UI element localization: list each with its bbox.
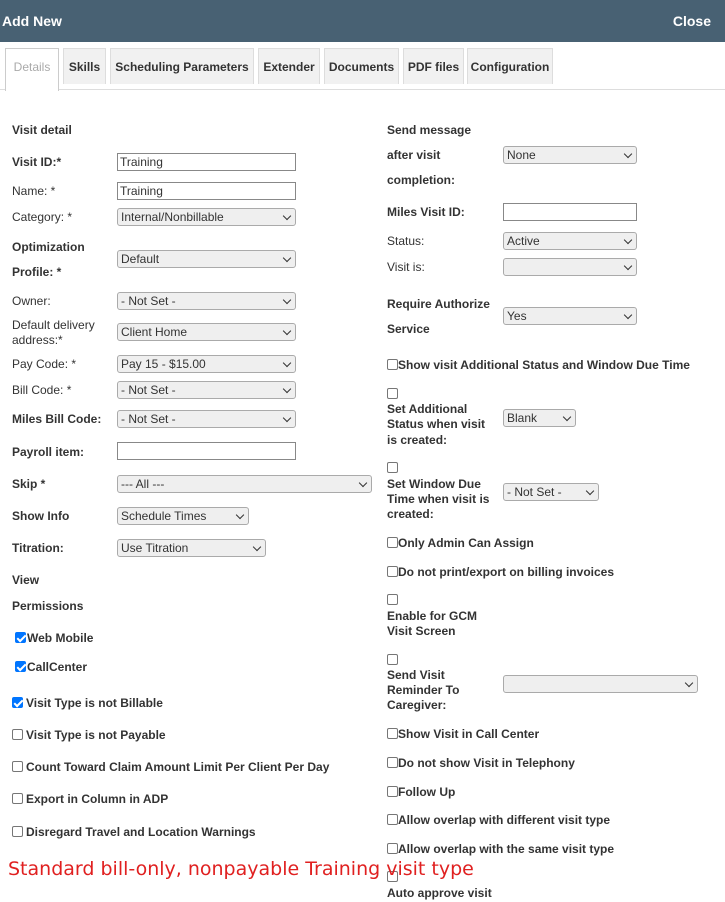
reminder-label: Send Visit — [387, 668, 445, 682]
name-label: Name: * — [12, 184, 56, 198]
send-message-label: Send message — [387, 123, 472, 137]
set-window-label-3: created: — [387, 507, 434, 521]
skip-label: Skip * — [12, 477, 46, 491]
optimization-label-2: Profile: * — [12, 265, 62, 279]
no-print-checkbox[interactable] — [387, 566, 398, 577]
set-window-select[interactable]: - Not Set - — [503, 483, 599, 501]
disregard-warnings-checkbox[interactable] — [12, 826, 23, 837]
tab-skills[interactable]: Skills — [63, 48, 106, 84]
set-window-label-2: Time when visit is — [387, 492, 490, 506]
status-select[interactable]: Active — [503, 232, 637, 250]
show-additional-label: Show visit Additional Status and Window Due Time — [398, 358, 690, 372]
web-mobile-label: Web Mobile — [27, 631, 94, 645]
after-visit-label: after visit — [387, 148, 441, 162]
set-additional-label-3: is created: — [387, 433, 448, 447]
set-additional-checkbox[interactable] — [387, 388, 398, 399]
miles-bill-label: Miles Bill Code: — [12, 412, 102, 426]
disregard-warnings-label: Disregard Travel and Location Warnings — [26, 825, 256, 839]
tab-configuration[interactable]: Configuration — [467, 48, 553, 84]
auto-approve-label: Auto approve visit — [387, 886, 492, 900]
optimization-label: Optimization — [12, 240, 85, 254]
billcode-select[interactable]: - Not Set - — [117, 381, 296, 399]
overlap-same-checkbox[interactable] — [387, 843, 398, 854]
set-window-label: Set Window Due — [387, 477, 481, 491]
titration-select[interactable]: Use Titration — [117, 539, 266, 557]
completion-label: completion: — [387, 173, 455, 187]
payroll-label: Payroll item: — [12, 445, 85, 459]
gcm-label: Enable for GCM — [387, 609, 478, 623]
titration-label: Titration: — [12, 541, 64, 555]
tab-bar — [0, 42, 725, 90]
billcode-label: Bill Code: * — [12, 383, 72, 397]
tab-pdf-files[interactable]: PDF files — [403, 48, 464, 84]
no-telephony-checkbox[interactable] — [387, 757, 398, 768]
paycode-label: Pay Code: * — [12, 357, 77, 371]
no-print-label: Do not print/export on billing invoices — [398, 565, 614, 579]
status-label: Status: — [387, 234, 425, 248]
tab-scheduling-parameters[interactable]: Scheduling Parameters — [110, 48, 254, 84]
callcenter-label: CallCenter — [27, 660, 88, 674]
show-info-label: Show Info — [12, 509, 70, 523]
count-toward-checkbox[interactable] — [12, 761, 23, 772]
require-auth-label-2: Service — [387, 322, 430, 336]
delivery-label-2: address:* — [12, 333, 63, 347]
not-billable-label: Visit Type is not Billable — [26, 696, 163, 710]
overlap-different-checkbox[interactable] — [387, 814, 398, 825]
show-additional-checkbox[interactable] — [387, 359, 398, 370]
not-payable-label: Visit Type is not Payable — [26, 728, 166, 742]
gcm-label-2: Visit Screen — [387, 624, 456, 638]
paycode-select[interactable]: Pay 15 - $15.00 — [117, 355, 296, 373]
miles-visit-id-label: Miles Visit ID: — [387, 205, 465, 219]
visit-id-label: Visit ID:* — [12, 155, 62, 169]
show-callcenter-checkbox[interactable] — [387, 728, 398, 739]
delivery-label: Default delivery — [12, 318, 95, 332]
visit-id-input[interactable]: Training — [117, 153, 296, 171]
not-payable-checkbox[interactable] — [12, 729, 23, 740]
overlap-same-label: Allow overlap with the same visit type — [398, 842, 615, 856]
tab-documents[interactable]: Documents — [324, 48, 399, 84]
web-mobile-checkbox[interactable] — [15, 632, 26, 643]
not-billable-checkbox[interactable] — [12, 697, 23, 708]
set-additional-label-2: Status when visit — [387, 417, 486, 431]
set-additional-select[interactable]: Blank — [503, 409, 576, 427]
close-button[interactable]: Close — [672, 13, 711, 29]
show-info-select[interactable]: Schedule Times — [117, 507, 249, 525]
only-admin-checkbox[interactable] — [387, 537, 398, 548]
miles-visit-id-input[interactable] — [503, 203, 637, 221]
owner-label: Owner: — [12, 294, 51, 308]
reminder-label-3: Caregiver: — [387, 698, 447, 712]
show-callcenter-label: Show Visit in Call Center — [398, 727, 540, 741]
tab-extender[interactable]: Extender — [258, 48, 320, 84]
send-message-select[interactable]: None — [503, 146, 637, 164]
visit-is-label: Visit is: — [387, 260, 425, 274]
set-window-checkbox[interactable] — [387, 462, 398, 473]
category-select[interactable]: Internal/Nonbillable — [117, 208, 296, 226]
reminder-label-2: Reminder To — [387, 683, 460, 697]
set-additional-label: Set Additional — [387, 402, 468, 416]
count-toward-label: Count Toward Claim Amount Limit Per Client Per Day — [26, 760, 330, 774]
section-title: Visit detail — [12, 123, 72, 137]
dialog-titlebar — [0, 0, 725, 42]
delivery-address-select[interactable]: Client Home — [117, 323, 296, 341]
view-label: View — [12, 573, 40, 587]
overlap-different-label: Allow overlap with different visit type — [398, 813, 611, 827]
export-adp-label: Export in Column in ADP — [26, 792, 169, 806]
gcm-checkbox[interactable] — [387, 594, 398, 605]
only-admin-label: Only Admin Can Assign — [398, 536, 534, 550]
no-telephony-label: Do not show Visit in Telephony — [398, 756, 575, 770]
callcenter-checkbox[interactable] — [15, 661, 26, 672]
name-input[interactable]: Training — [117, 182, 296, 200]
payroll-input[interactable] — [117, 442, 296, 460]
owner-select[interactable]: - Not Set - — [117, 292, 296, 310]
export-adp-checkbox[interactable] — [12, 793, 23, 804]
reminder-select[interactable] — [503, 675, 698, 693]
skip-select[interactable]: --- All --- — [117, 475, 372, 493]
optimization-profile-select[interactable]: Default — [117, 250, 296, 268]
require-auth-select[interactable]: Yes — [503, 307, 637, 325]
category-label: Category: * — [12, 210, 73, 224]
miles-bill-select[interactable]: - Not Set - — [117, 410, 296, 428]
follow-up-label: Follow Up — [398, 785, 456, 799]
visit-is-select[interactable] — [503, 258, 637, 276]
tab-details[interactable]: Details — [5, 48, 59, 91]
annotation-note: Standard bill-only, nonpayable Training visit type — [8, 858, 474, 880]
permissions-label: Permissions — [12, 599, 84, 613]
follow-up-checkbox[interactable] — [387, 786, 398, 797]
reminder-checkbox[interactable] — [387, 654, 398, 665]
require-auth-label: Require Authorize — [387, 297, 490, 311]
dialog-title: Add New — [2, 13, 62, 29]
